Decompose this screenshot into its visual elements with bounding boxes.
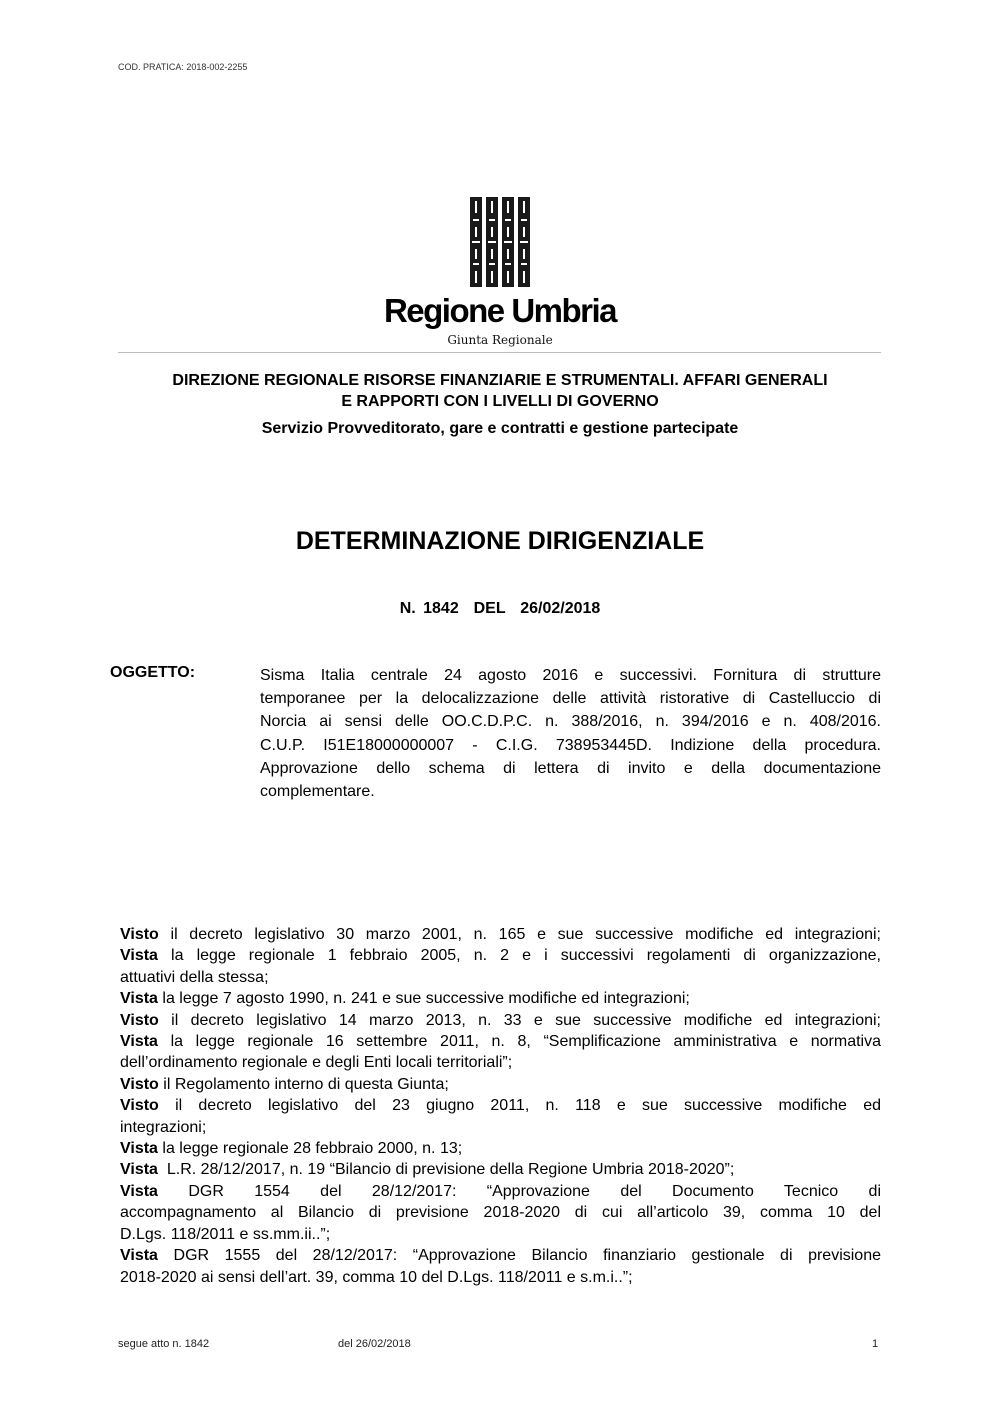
premise-keyword: Visto — [120, 1075, 159, 1093]
footer-act-number: segue atto n. 1842 — [118, 1338, 210, 1350]
subject-line: temporanee per la delocalizzazione delle attività ristorative di Castelluccio di — [260, 690, 881, 708]
subject-line: complementare. — [260, 783, 375, 801]
premise-line — [120, 1159, 881, 1180]
premise-line — [120, 1138, 881, 1159]
document-type: DETERMINAZIONE DIRIGENZIALE — [295, 527, 705, 555]
directorate-line-1: DIREZIONE REGIONALE RISORSE FINANZIARIE E STRUMENTALI. AFFARI GENERALI — [172, 372, 828, 389]
premise-keyword: Vista — [120, 1182, 158, 1200]
premise-text: DGR 1555 del 28/12/2017: “Approvazione Bilancio finanziario gestionale di previsione — [157, 1247, 881, 1265]
premise-text: dell’ordinamento regionale e degli Enti locali territoriali”; — [120, 1054, 513, 1072]
premise-text: integrazioni; — [120, 1118, 207, 1136]
premise-keyword: Vista — [120, 947, 158, 965]
premise-text: il decreto legislativo 30 marzo 2001, n. 165 e sue successive modifiche ed integrazioni; — [158, 926, 881, 943]
document-number: N. 1842 DEL 26/02/2018 — [399, 600, 601, 617]
footer-date: del 26/02/2018 — [338, 1338, 411, 1350]
premise-line — [120, 1052, 881, 1073]
regione-umbria-logo — [468, 197, 532, 287]
premise-line — [120, 1074, 881, 1095]
premise-text: la legge regionale 16 settembre 2011, n. 8, “Semplificazione amministrativa e normativa — [157, 1033, 881, 1051]
premise-line — [120, 988, 881, 1009]
directorate-line-2: E RAPPORTI CON I LIVELLI DI GOVERNO — [341, 393, 659, 410]
premise-line — [120, 1031, 881, 1052]
premise-keyword: Vista — [120, 1033, 158, 1051]
premise-text: la legge regionale 1 febbraio 2005, n. 2 e i successivi regolamenti di organizzazione, — [157, 947, 881, 965]
premise-line — [120, 1267, 881, 1288]
organization-subtitle: Giunta Regionale — [447, 333, 553, 347]
premise-line — [120, 1245, 881, 1266]
page-number: 1 — [872, 1338, 879, 1350]
premise-keyword: Visto — [120, 1011, 159, 1029]
subject-line: Approvazione dello schema di lettera di invito e della documentazione — [260, 759, 881, 777]
subject-label: OGGETTO: — [110, 664, 196, 681]
premise-text: la legge 7 agosto 1990, n. 241 e sue successive modifiche ed integrazioni; — [157, 990, 690, 1008]
premise-line — [120, 1117, 881, 1138]
premise-text: accompagnamento al Bilancio di previsione 2018-2020 di cui all’articolo 39, comma 10 del — [120, 1204, 881, 1222]
premise-line — [120, 967, 881, 988]
premise-text: D.Lgs. 118/2011 e ss.mm.ii..”; — [120, 1225, 331, 1243]
premise-text: attuativi della stessa; — [120, 968, 269, 986]
subject-text — [260, 664, 881, 803]
premise-line — [120, 1095, 881, 1116]
premise-keyword: Vista — [120, 990, 158, 1008]
premise-keyword: Vista — [120, 1247, 158, 1265]
premise-keyword: Visto — [120, 926, 159, 943]
premise-line — [120, 924, 881, 945]
premise-line — [120, 1224, 881, 1245]
premise-line — [120, 945, 881, 966]
subject-line: C.U.P. I51E18000000007 - C.I.G. 738953445D. Indizione della procedura. — [260, 736, 881, 754]
premise-text: 2018-2020 ai sensi dell’art. 39, comma 10 del D.Lgs. 118/2011 e s.m.i..”; — [120, 1268, 633, 1286]
premise-keyword: Vista — [120, 1140, 158, 1158]
premises-body — [120, 924, 881, 1288]
organization-name: Regione Umbria — [383, 292, 617, 329]
premise-text: il decreto legislativo del 23 giugno 2011, n. 118 e sue successive modifiche ed — [158, 1097, 881, 1115]
subject-line: Sisma Italia centrale 24 agosto 2016 e successivi. Fornitura di strutture — [260, 667, 881, 684]
practice-code: COD. PRATICA: 2018-002-2255 — [118, 62, 248, 72]
premise-text: la legge regionale 28 febbraio 2000, n. 13; — [157, 1140, 463, 1158]
header-divider — [118, 352, 881, 353]
premise-keyword: Vista — [120, 1161, 158, 1179]
premise-line — [120, 1010, 881, 1031]
premise-text: il Regolamento interno di questa Giunta; — [158, 1075, 449, 1093]
premise-text: DGR 1554 del 28/12/2017: “Approvazione del Documento Tecnico di — [157, 1182, 881, 1200]
premise-text: il decreto legislativo 14 marzo 2013, n. 33 e sue successive modifiche ed integrazioni; — [158, 1011, 881, 1029]
subject-line: Norcia ai sensi delle OO.C.D.P.C. n. 388/2016, n. 394/2016 e n. 408/2016. — [260, 713, 881, 731]
premise-keyword: Visto — [120, 1097, 159, 1115]
service-name: Servizio Provveditorato, gare e contratti e gestione partecipate — [261, 420, 739, 437]
premise-line — [120, 1202, 881, 1223]
premise-line — [120, 1181, 881, 1202]
premise-text: L.R. 28/12/2017, n. 19 “Bilancio di previsione della Regione Umbria 2018-2020”; — [157, 1161, 735, 1179]
